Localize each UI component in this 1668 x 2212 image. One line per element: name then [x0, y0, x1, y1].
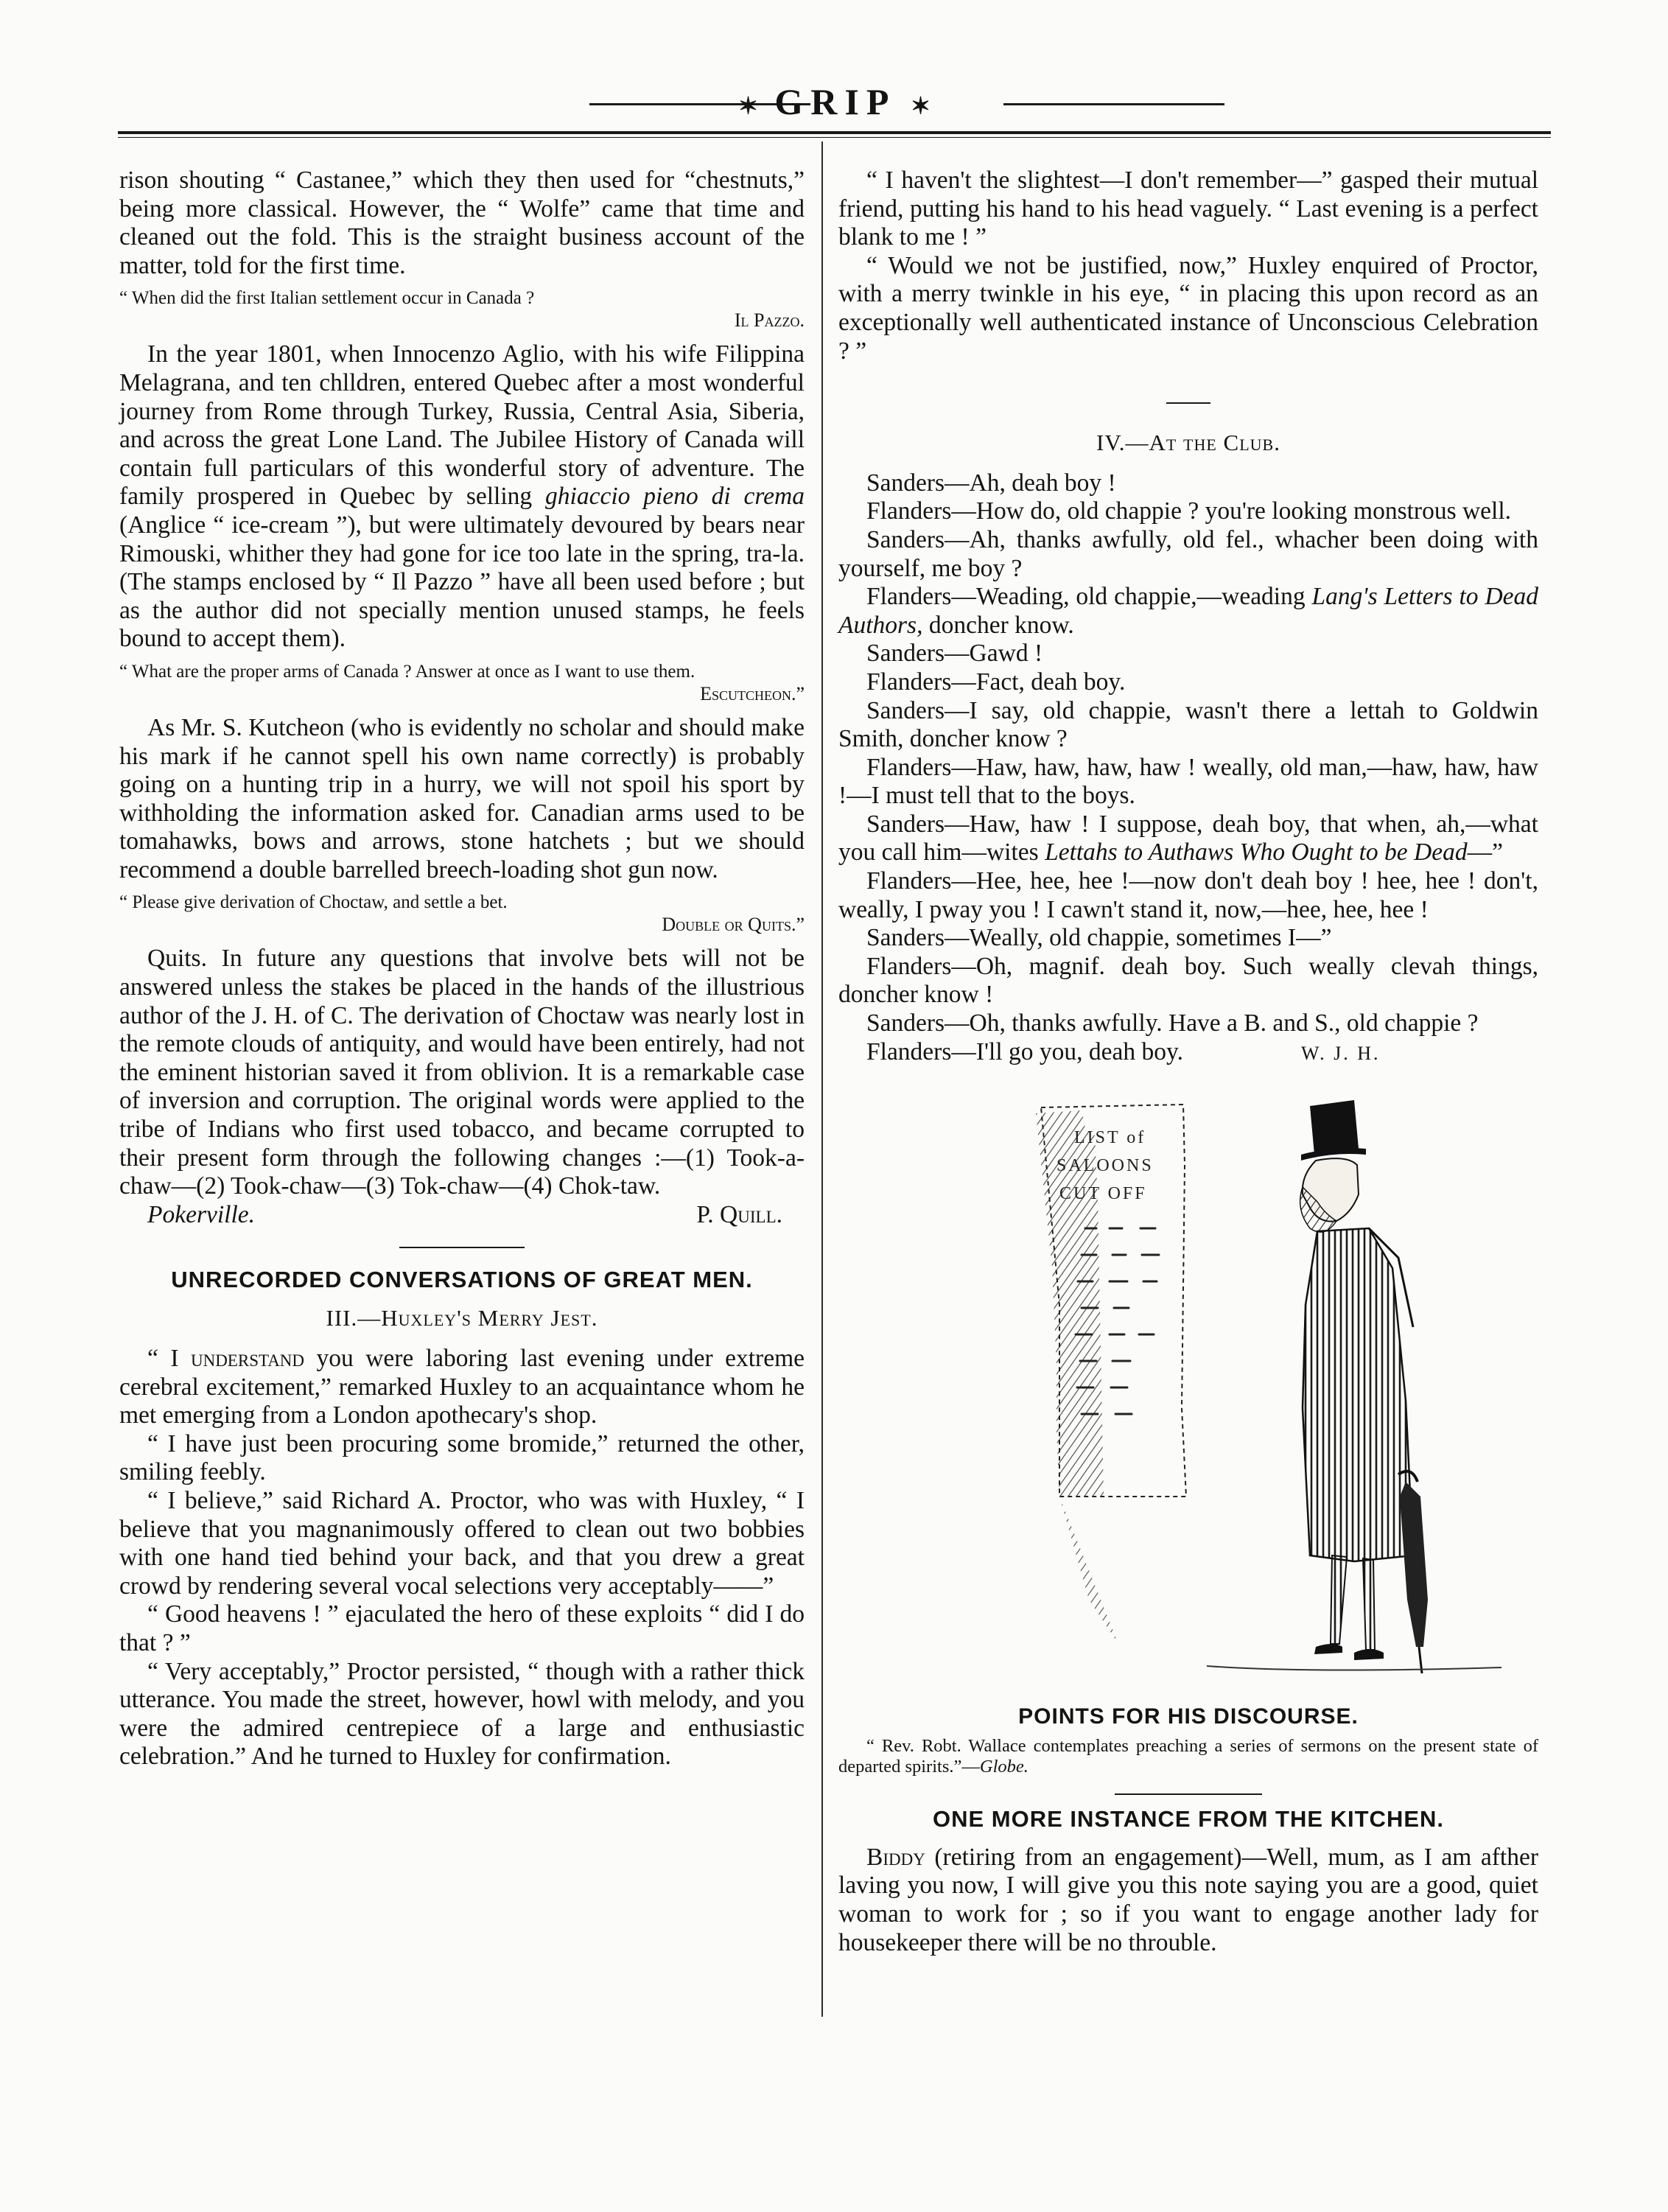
column-divider — [821, 141, 823, 2017]
query-choctaw — [119, 892, 805, 936]
signature-name: P. Quill. — [696, 1200, 782, 1228]
header-rule-thick — [118, 131, 1551, 134]
answer-choctaw: Quits. In future any questions that involve bets will not be answered unless the stakes be placed in the hands of the illustrious author of the J. H. of C. The derivation of Choctaw was nearly lost in the remote clouds of antiquity, and would have been entirely, had not the eminent historian saved it from oblivion. It is a remarkable case of inversion and corruption. The original words were applied to the tribe of Indians who first used tobacco, and became corrupted to their present form through the following changes :—(1) Took-a-chaw—(2) Took-chaw—(3) Tok-chaw—(4) Chok-taw. — [119, 945, 805, 1200]
man-figure — [1207, 1100, 1501, 1673]
left-column — [119, 167, 805, 1771]
headline-unrecorded-conversations: UNRECORDED CONVERSATIONS OF GREAT MEN. — [171, 1267, 753, 1293]
dialogue-line: Sanders—Oh, thanks awfully. Have a B. and S., old chappie ? — [866, 1009, 1479, 1037]
section-divider — [1166, 402, 1210, 404]
dialogue-line: Flanders—Oh, magnif. deah boy. Such weally clevah things, doncher know ! — [838, 952, 1538, 1009]
right-column — [838, 167, 1538, 1957]
section-divider — [399, 1247, 525, 1248]
huxley-paragraph-4: “ Good heavens ! ” ejaculated the hero of these exploits “ did I do that ? ” — [119, 1600, 805, 1656]
query-signature: Escutcheon.” — [700, 682, 805, 704]
continued-paragraph: rison shouting “ Castanee,” which they then used for “chestnuts,” being more classical. However, the “ Wolfe” came that time and cleaned out the fold. This is the straight business account of the matter, told for the first time. — [119, 167, 805, 279]
huxley-paragraph-5: “ Very acceptably,” Proctor persisted, “ though with a rather thick utterance. You made the street, however, howl with melody, and you were the admired centrepiece of a large and enthusiastic celebration.” And he turned to Huxley for confirmation. — [119, 1657, 805, 1771]
dialogue-line: Sanders—Haw, haw ! I suppose, deah boy, that when, ah,—what you call him—wites Lettahs to Authaws Who Ought to be Dead—” — [838, 810, 1538, 867]
masthead-star-left: ✶ — [738, 92, 758, 119]
subhead-huxley: III.—Huxley's Merry Jest. — [326, 1305, 598, 1331]
huxley-paragraph-7: “ Would we not be justified, now,” Huxley enquired of Proctor, with a merry twinkle in his eye, “ in placing this upon record as an exceptionally well authenticated instance of Unconscious Celebration ? ” — [838, 251, 1538, 365]
headline-kitchen: ONE MORE INSTANCE FROM THE KITCHEN. — [932, 1805, 1445, 1832]
dialogue-line: Flanders—Hee, hee, hee !—now don't deah boy ! hee, hee ! don't, weally, I pway you ! I cawn't stand it, now,—hee, hee, hee ! — [838, 867, 1538, 923]
query-text: “ When did the first Italian settlement occur in Canada ? — [119, 288, 535, 309]
huxley-paragraph-1: “ I understand you were laboring last evening under extreme cerebral excitement,” remarked Huxley to an acquaintance whom he met emerging from a London apothecary's shop. — [119, 1345, 805, 1429]
subhead-at-the-club: IV.—At the Club. — [1096, 430, 1280, 456]
dialogue-line: Flanders—Fact, deah boy. — [866, 668, 1126, 696]
huxley-paragraph-6: “ I haven't the slightest—I don't remember—” gasped their mutual friend, putting his hand to his head vaguely. “ Last evening is a perfect blank to me ! ” — [838, 167, 1538, 251]
huxley-paragraph-3: “ I believe,” said Richard A. Proctor, who was with Huxley, “ I believe that you magnanimously offered to clean out two bobbies with one hand tied behind your back, and that you drew a great crowd by rendering several vocal selections very acceptably——” — [119, 1486, 805, 1600]
kitchen-paragraph: Biddy (retiring from an engagement)—Well, mum, as I am afther laving you now, I will give you this note saying you are a good, quiet woman to work for ; so if you want to engage another lady for housekeeper there will be no throuble. — [838, 1843, 1538, 1956]
query-signature: Il Pazzo. — [734, 309, 805, 332]
masthead-title: GRIP — [774, 81, 894, 122]
signature-place: Pokerville. — [147, 1200, 256, 1228]
illustration-man-at-notice — [838, 1084, 1538, 1695]
dialogue-line: Flanders—Haw, haw, haw, haw ! weally, old man,—haw, haw, haw !—I must tell that to the boys. — [838, 753, 1538, 810]
author-signature: W. J. H. — [1301, 1042, 1381, 1064]
caption-text: “ Rev. Robt. Wallace contemplates preaching a series of sermons on the present state of departed spirits.”—Globe. — [838, 1735, 1538, 1777]
query-text: “ Please give derivation of Choctaw, and settle a bet. — [119, 892, 508, 913]
dialogue-line: Flanders—How do, old chappie ? you're looking monstrous well. — [866, 497, 1512, 525]
query-signature: Double or Quits.” — [662, 914, 805, 936]
query-text: “ What are the proper arms of Canada ? Answer at once as I want to use them. — [119, 661, 695, 682]
sign-text-2: SALOONS — [1056, 1156, 1154, 1176]
query-arms-of-canada — [119, 661, 805, 705]
masthead-star-right: ✶ — [911, 92, 931, 119]
sign-text-3: CUT OFF — [1059, 1184, 1147, 1204]
query-italian-settlement — [119, 287, 805, 332]
section-divider — [1115, 1793, 1262, 1795]
dialogue-line: Sanders—I say, old chappie, wasn't there a lettah to Goldwin Smith, doncher know ? — [838, 696, 1538, 753]
answer-italian-settlement: In the year 1801, when Innocenzo Aglio, with his wife Filippina Melagrana, and ten chlldren, entered Quebec after a most wonderful journey from Rome through Turkey, Russia, Central Asia, Siberia, and across the great Lone Land. The Jubilee History of Canada will contain full particulars of this wonderful story of adventure. The family prospered in Quebec by selling ghiaccio pieno di crema (Anglice “ ice-cream ”), but were ultimately devoured by bears near Rimouski, whither they had gone for ice too late in the spring, tra-la. (The stamps enclosed by “ Il Pazzo ” have all been used before ; but as the author did not specially mention unused stamps, he feels bound to accept them). — [119, 340, 805, 653]
dialogue-line: Sanders—Ah, deah boy ! — [866, 469, 1116, 497]
notice-board — [1036, 1105, 1186, 1644]
author-signature — [119, 1201, 805, 1230]
dialogue-line: Sanders—Ah, thanks awfully, old fel., whacher been doing with yourself, me boy ? — [838, 525, 1538, 582]
dialogue-line: Flanders—I'll go you, deah boy. W. J. H. — [866, 1037, 1381, 1065]
answer-arms-of-canada: As Mr. S. Kutcheon (who is evidently no scholar and should make his mark if he cannot spell his own name correctly) is probably going on a hunting trip in a hurry, we will not spoil his sport by withholding the information asked for. Canadian arms used to be tomahawks, bows and arrows, stone hatchets ; but we should recommend a double barrelled breech-loading shot gun now. — [119, 713, 805, 883]
header-rule-thin — [118, 137, 1551, 138]
huxley-paragraph-2: “ I have just been procuring some bromide,” returned the other, smiling feebly. — [119, 1429, 805, 1486]
caption-title: POINTS FOR HIS DISCOURSE. — [1018, 1704, 1359, 1729]
dialogue-line: Sanders—Gawd ! — [866, 640, 1043, 668]
dialogue-line: Sanders—Weally, old chappie, sometimes I—” — [866, 924, 1332, 952]
masthead — [118, 80, 1551, 124]
dialogue-line: Flanders—Weading, old chappie,—weading Lang's Letters to Dead Authors, doncher know. — [838, 583, 1539, 639]
sign-text-1: LIST of — [1074, 1128, 1146, 1148]
